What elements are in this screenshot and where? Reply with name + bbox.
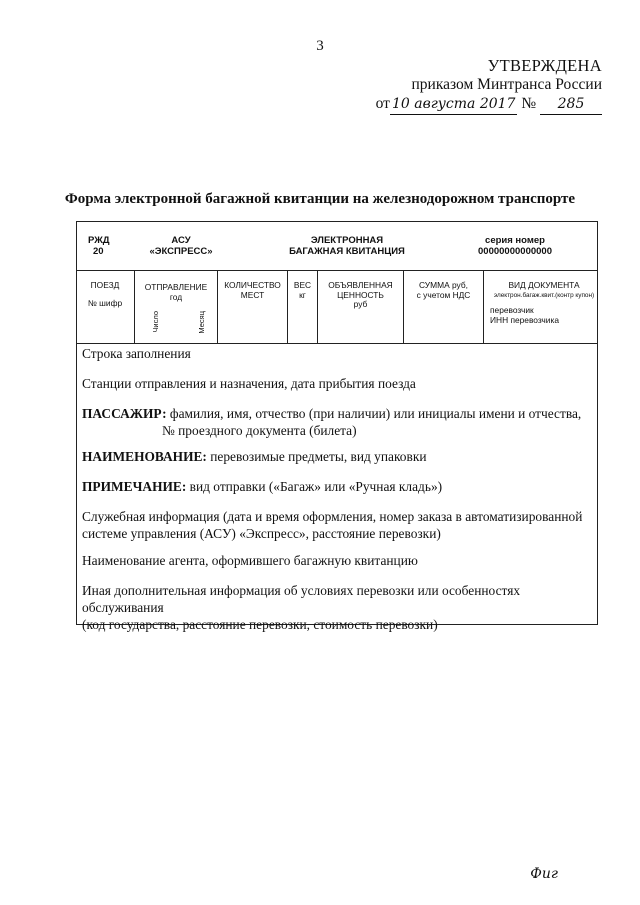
passenger-label: ПАССАЖИР: bbox=[82, 406, 167, 421]
body-name bbox=[82, 448, 592, 465]
name-label: НАИМЕНОВАНИЕ: bbox=[82, 449, 207, 464]
col-sum-label-1: СУММА руб, bbox=[419, 280, 468, 290]
receipt-header bbox=[76, 221, 598, 271]
receipt-title-1: ЭЛЕКТРОННАЯ bbox=[310, 235, 384, 246]
col-doctype-label: ВИД ДОКУМЕНТА bbox=[508, 280, 580, 290]
passenger-text: фамилия, имя, отчество (при наличии) или инициалы имени и отчества, bbox=[166, 406, 582, 421]
series-block bbox=[460, 235, 570, 257]
other-text-1: Иная дополнительная информация об условиях перевозки или особенностях обслуживания bbox=[82, 583, 521, 615]
approval-date-line bbox=[376, 94, 602, 115]
col-departure-year: год bbox=[169, 291, 183, 302]
col-train-code: № шифр bbox=[87, 297, 123, 308]
other-text-2: (код государства, расстояние перевозки, стоимость перевозки) bbox=[82, 617, 438, 632]
express-label: «ЭКСПРЕСС» bbox=[149, 246, 213, 257]
col-value-label-3: руб bbox=[353, 299, 368, 309]
body-other-info bbox=[82, 582, 592, 633]
col-train-label: ПОЕЗД bbox=[90, 280, 120, 290]
body-agent: Наименование агента, оформившего багажную квитанцию bbox=[82, 553, 418, 568]
col-weight-label-2: кг bbox=[299, 289, 306, 300]
col-train bbox=[76, 271, 135, 343]
body-fill-line: Строка заполнения bbox=[82, 346, 191, 361]
col-document-type bbox=[484, 271, 598, 343]
col-sum bbox=[404, 271, 484, 343]
asu-block bbox=[142, 235, 220, 257]
rzd-code: 20 bbox=[93, 246, 104, 257]
col-value-label-2: ЦЕННОСТЬ bbox=[337, 289, 384, 300]
col-weight bbox=[288, 271, 318, 343]
receipt-title-block bbox=[272, 235, 422, 257]
col-departure bbox=[135, 271, 218, 343]
body-note bbox=[82, 478, 592, 495]
form-title: Форма электронной багажной квитанции на железнодорожном транспорте bbox=[64, 191, 576, 207]
col-carrier: перевозчик bbox=[490, 305, 534, 315]
passenger-text-2: № проездного документа (билета) bbox=[162, 423, 357, 438]
col-departure-label: ОТПРАВЛЕНИЕ bbox=[144, 282, 208, 292]
signature-handwritten: Фиг bbox=[530, 866, 558, 882]
col-inn: ИНН перевозчика bbox=[490, 314, 559, 325]
col-value-label-1: ОБЪЯВЛЕННАЯ bbox=[328, 280, 393, 290]
col-declared-value bbox=[318, 271, 404, 343]
rzd-block bbox=[88, 235, 110, 257]
series-label: серия номер bbox=[485, 235, 545, 246]
approval-date: 10 августа 2017 bbox=[390, 95, 518, 115]
col-count-label-1: КОЛИЧЕСТВО bbox=[224, 280, 281, 290]
receipt-title-2: БАГАЖНАЯ КВИТАНЦИЯ bbox=[289, 246, 405, 257]
page-number: 3 bbox=[316, 38, 324, 54]
body-stations: Станции отправления и назначения, дата прибытия поезда bbox=[82, 376, 416, 391]
approval-number-label: № bbox=[521, 95, 537, 112]
col-count bbox=[218, 271, 288, 343]
body-service-info bbox=[82, 508, 592, 542]
body-passenger bbox=[82, 405, 592, 439]
approval-number: 285 bbox=[540, 95, 602, 115]
receipt-columns bbox=[76, 271, 598, 344]
asu-label: АСУ bbox=[171, 235, 191, 246]
note-label: ПРИМЕЧАНИЕ: bbox=[82, 479, 187, 494]
service-text-2: системе управления (АСУ) «Экспресс», расстояние перевозки) bbox=[82, 526, 441, 541]
col-departure-month: Месяц bbox=[197, 311, 206, 334]
approval-order-line: приказом Минтранса России bbox=[411, 76, 602, 93]
series-value: 00000000000000 bbox=[478, 246, 552, 257]
approval-prefix: от bbox=[375, 95, 390, 112]
approval-stamp bbox=[376, 56, 602, 115]
approval-title: УТВЕРЖДЕНА bbox=[487, 56, 602, 75]
col-sum-label-2: с учетом НДС bbox=[416, 289, 471, 300]
col-count-label-2: МЕСТ bbox=[240, 289, 265, 300]
col-doctype-sub: электрон.багаж.квит.(контр купон) bbox=[493, 291, 595, 299]
col-departure-day: Число bbox=[151, 311, 160, 333]
col-weight-label-1: ВЕС bbox=[293, 280, 312, 290]
rzd-label: РЖД bbox=[88, 235, 110, 246]
service-text-1: Служебная информация (дата и время оформления, номер заказа в автоматизированной bbox=[82, 509, 583, 524]
note-text: вид отправки («Багаж» или «Ручная кладь») bbox=[186, 479, 443, 494]
name-text: перевозимые предметы, вид упаковки bbox=[206, 449, 427, 464]
